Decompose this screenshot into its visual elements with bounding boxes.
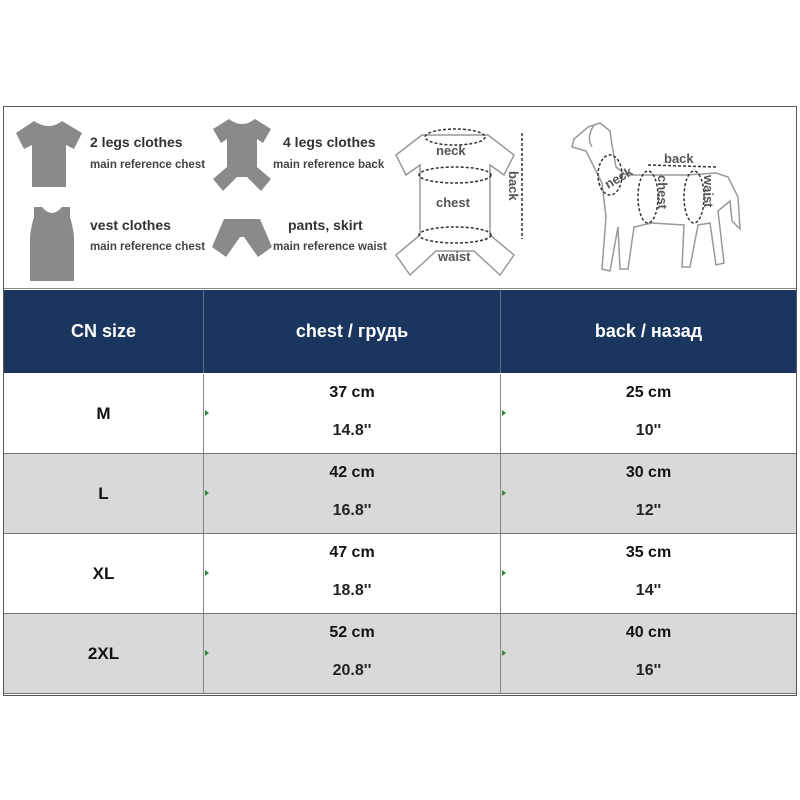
chest-label: chest (655, 175, 670, 209)
guide-item-title: 4 legs clothes (283, 134, 376, 150)
guide-item-title: vest clothes (90, 217, 171, 233)
back-cm: 30 cm (625, 464, 672, 481)
neck-label: neck (436, 143, 466, 158)
cell-marker (205, 650, 209, 656)
back-in: 16'' (635, 662, 662, 679)
vest-icon (28, 205, 76, 283)
table-row (4, 614, 796, 694)
size-cell: 2XL (87, 643, 120, 663)
chest-in: 20.8'' (332, 662, 372, 679)
chest-in: 18.8'' (332, 582, 372, 599)
table-header-row (4, 290, 796, 373)
garment-diagram (392, 115, 532, 285)
waist-label: waist (438, 249, 471, 264)
back-cm: 25 cm (625, 384, 672, 401)
tshirt-icon (12, 119, 84, 189)
cell-marker (502, 650, 506, 656)
back-in: 12'' (635, 502, 662, 519)
back-label: back (506, 171, 521, 201)
back-in: 14'' (635, 582, 662, 599)
chest-cm: 52 cm (329, 624, 375, 641)
pants-icon (210, 217, 274, 269)
back-in: 10'' (635, 422, 662, 439)
guide-item-subtitle: main reference waist (273, 241, 387, 253)
guide-item-subtitle: main reference chest (90, 241, 206, 253)
table-row (4, 374, 796, 454)
size-cell: XL (92, 563, 115, 583)
guide-item-title: 2 legs clothes (90, 134, 183, 150)
back-label: back (664, 151, 694, 166)
neck-label: neck (602, 163, 636, 192)
header-back: back / назад (594, 321, 703, 341)
waist-label: waist (701, 175, 716, 208)
guide-item-title: pants, skirt (288, 217, 363, 233)
table-row (4, 454, 796, 534)
chest-label: chest (436, 195, 470, 210)
table-row (4, 534, 796, 614)
back-cm: 35 cm (625, 544, 672, 561)
size-chart (3, 106, 797, 696)
four-legs-clothes-icon (209, 117, 275, 193)
cell-marker (205, 490, 209, 496)
size-cell: L (98, 483, 109, 503)
chest-in: 16.8'' (332, 502, 372, 519)
cell-marker (502, 410, 506, 416)
chest-in: 14.8'' (332, 422, 372, 439)
header-size: CN size (4, 290, 204, 373)
guide-item-subtitle: main reference back (273, 159, 385, 171)
chest-cm: 47 cm (329, 544, 375, 561)
dog-diagram (566, 117, 746, 279)
guide-item-subtitle: main reference chest (90, 159, 206, 171)
cell-marker (502, 490, 506, 496)
back-cm: 40 cm (625, 624, 672, 641)
cell-marker (205, 570, 209, 576)
cell-marker (502, 570, 506, 576)
measurement-guide (4, 107, 796, 289)
chest-cm: 42 cm (329, 464, 375, 481)
cell-marker (205, 410, 209, 416)
chest-cm: 37 cm (329, 384, 375, 401)
size-cell: M (96, 403, 111, 423)
header-chest: chest / грудь (204, 290, 501, 373)
